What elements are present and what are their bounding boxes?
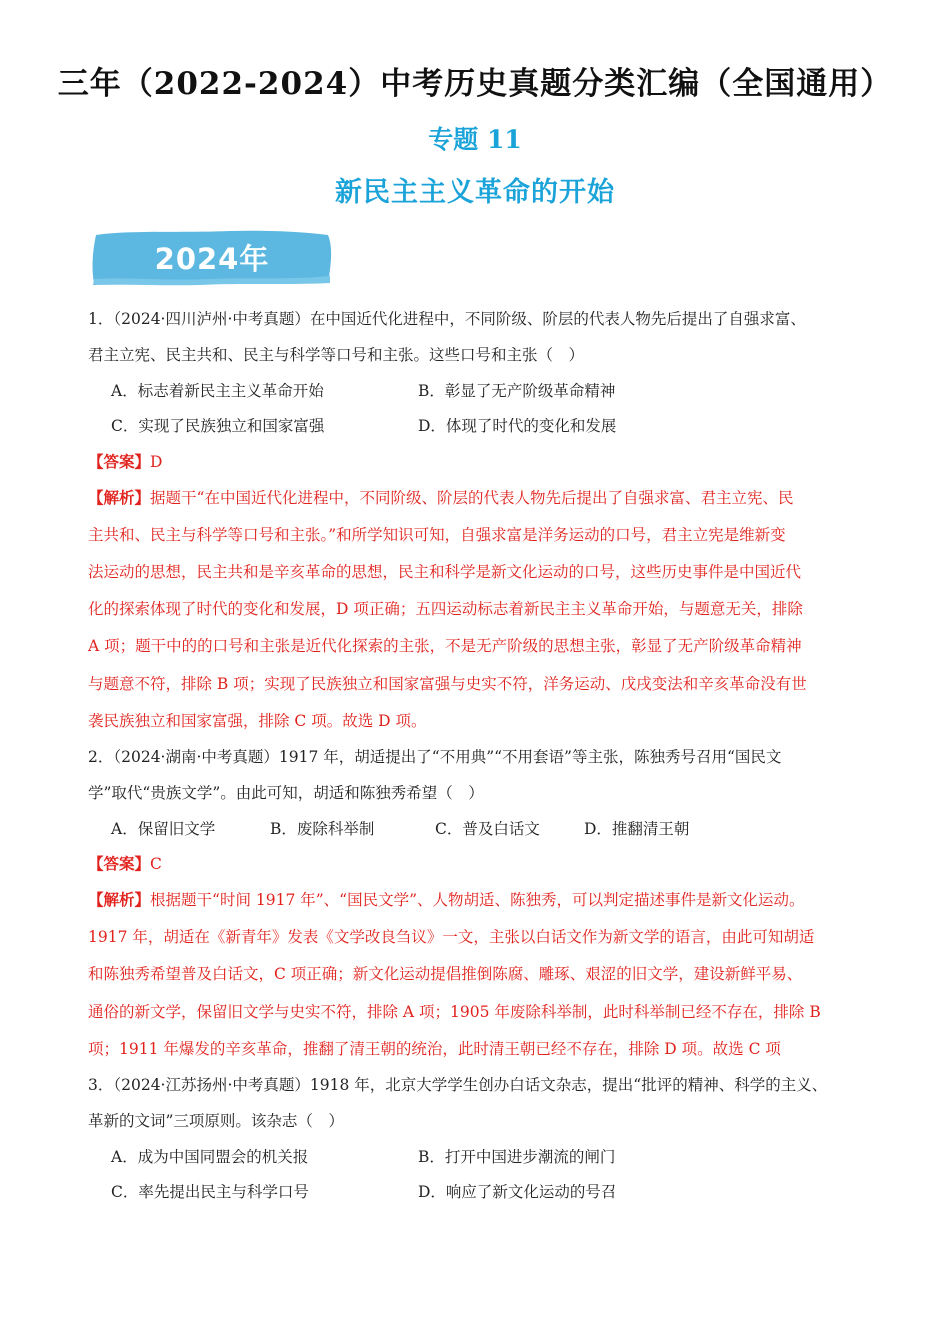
q1-answer [88, 452, 162, 472]
q2-option-b: B．废除科举制 [270, 820, 375, 838]
topic-subtitle: 新民主主义革命的开始 [335, 177, 615, 208]
q2-option-d: D．推翻清王朝 [584, 820, 690, 838]
q3-option-d: D．响应了新文化运动的号召 [418, 1183, 617, 1201]
q1-analysis-line-6: 与题意不符，排除 B 项；实现了民族独立和国家富强与史实不符，洋务运动、戊戌变法和辛亥革命没有世 [88, 675, 807, 693]
q1-analysis-line-7: 袭民族独立和国家富强，排除 C 项。故选 D 项。 [88, 712, 427, 730]
q1-option-c: C．实现了民族独立和国家富强 [111, 417, 325, 435]
q2-stem-line-1: 2．（2024·湖南·中考真题）1917 年，胡适提出了“不用典”“不用套语”等主张，陈独秀号召用“国民文 [88, 748, 782, 766]
q2-analysis-line-1 [88, 890, 805, 910]
q1-analysis-line-2: 主共和、民主与科学等口号和主张。”和所学知识可知，自强求富是洋务运动的口号，君主立宪是维新变 [88, 526, 786, 544]
q2-analysis-line-4: 通俗的新文学，保留旧文学与史实不符，排除 A 项；1905 年废除科举制，此时科举制已经不存在，排除 B [88, 1003, 821, 1021]
analysis-text: 根据题干“时间 1917 年”、“国民文学”、人物胡适、陈独秀，可以判定描述事件是新文化运动。 [150, 891, 805, 909]
page-title: 三年（2022-2024）中考历史真题分类汇编（全国通用） [57, 66, 893, 102]
q1-analysis-line-3: 法运动的思想，民主共和是辛亥革命的思想，民主和科学是新文化运动的口号，这些历史事件是中国近代 [88, 563, 802, 581]
q1-option-a: A．标志着新民主主义革命开始 [111, 382, 324, 400]
answer-tag: 【答案】 [88, 452, 151, 471]
q2-option-c: C．普及白话文 [435, 820, 540, 838]
topic-number: 专题 11 [428, 125, 522, 154]
answer-value: D [150, 453, 163, 471]
q2-analysis-line-3: 和陈独秀希望普及白话文，C 项正确；新文化运动提倡推倒陈腐、雕琢、艰涩的旧文学，建设新鲜平易、 [88, 965, 803, 983]
answer-value: C [150, 855, 162, 873]
q3-stem-line-2: 革新的文词”三项原则。该杂志（ ） [88, 1112, 344, 1130]
analysis-text: 据题干“在中国近代化进程中，不同阶级、阶层的代表人物先后提出了自强求富、君主立宪、民 [150, 489, 794, 507]
q1-analysis-line-4: 化的探索体现了时代的变化和发展，D 项正确；五四运动标志着新民主主义革命开始，与题意无关，排除 [88, 600, 803, 618]
answer-tag: 【答案】 [88, 854, 151, 873]
q3-option-c: C．率先提出民主与科学口号 [111, 1183, 309, 1201]
q2-answer [88, 854, 162, 874]
q1-analysis-line-1 [88, 488, 793, 508]
analysis-tag: 【解析】 [88, 488, 151, 507]
q1-analysis-line-5: A 项；题干中的的口号和主张是近代化探索的主张，不是无产阶级的思想主张，彰显了无产阶级革命精神 [88, 637, 802, 655]
q3-stem-line-1: 3．（2024·江苏扬州·中考真题）1918 年，北京大学学生创办白话文杂志，提出“批评的精神、科学的主义、 [88, 1076, 828, 1094]
q1-stem-line-2: 君主立宪、民主共和、民主与科学等口号和主张。这些口号和主张（ ） [88, 346, 585, 364]
q2-analysis-line-5: 项；1911 年爆发的辛亥革命，推翻了清王朝的统治，此时清王朝已经不存在，排除 D 项。故选 C 项 [88, 1040, 781, 1058]
year-badge-label: 2024年 [154, 242, 270, 276]
q2-stem-line-2: 学”取代“贵族文学”。由此可知，胡适和陈独秀希望（ ） [88, 784, 484, 802]
q2-option-a: A．保留旧文学 [111, 820, 216, 838]
q2-analysis-line-2: 1917 年，胡适在《新青年》发表《文学改良刍议》一文，主张以白话文作为新文学的语言，由此可知胡适 [88, 928, 815, 946]
year-badge [90, 227, 334, 287]
analysis-tag: 【解析】 [88, 890, 151, 909]
q3-option-b: B．打开中国进步潮流的闸门 [418, 1148, 616, 1166]
q1-option-d: D．体现了时代的变化和发展 [418, 417, 617, 435]
q3-option-a: A．成为中国同盟会的机关报 [111, 1148, 309, 1166]
q1-stem-line-1: 1．（2024·四川泸州·中考真题）在中国近代化进程中，不同阶级、阶层的代表人物先后提出了自强求富、 [88, 310, 806, 328]
q1-option-b: B．彰显了无产阶级革命精神 [418, 382, 616, 400]
